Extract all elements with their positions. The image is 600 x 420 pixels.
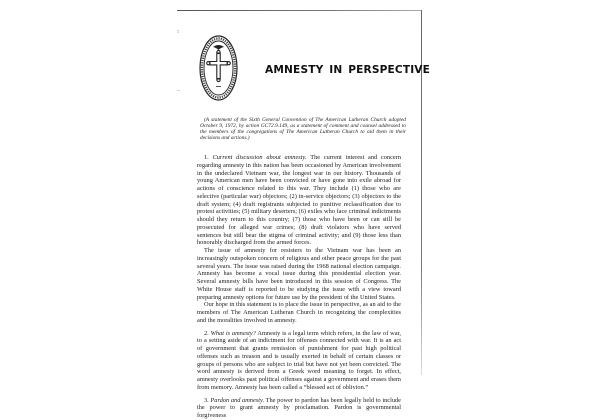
margin-mark: – bbox=[177, 88, 180, 94]
section-1-para-2: The issue of amnesty for resisters to the Vietnam war has been an increasingly outspoken concern of religious and other peace groups for the past several years. The issue was raised during the 1968 national election campaign. Amnesty has become a vocal issue during this presidential election year. Several amnesty bills have been introduced in this session of Congress. The White House staff is reported to be studying the issue with a view toward preparing amnesty options for future use by the president of the United States. bbox=[197, 247, 401, 301]
section-heading: Pardon and amnesty. bbox=[210, 396, 265, 404]
church-seal-icon bbox=[199, 35, 238, 101]
preface-note: (A statement of the Sixth General Convention of The American Lutheran Church adopted October 9, 1972, by action GC72.9.149, as a statement of comment and counsel addressed to the members of the congregations of The American Lutheran Church to aid them in their decisions and actions.) bbox=[200, 117, 406, 142]
body-text bbox=[197, 154, 401, 420]
page-title: AMNESTY IN PERSPECTIVE bbox=[265, 64, 431, 76]
section-heading: What is amnesty? bbox=[210, 329, 256, 337]
section-1-para-3: Our hope in this statement is to place the issue in perspective, as an aid to the members of The American Lutheran Church in recognizing the complexities and the moralities involved in amnesty. bbox=[197, 301, 401, 324]
section-2-para-1: 2. What is amnesty? Amnesty is a legal term which refers, in the law of war, to a setting aside of an indictment for offenses connected with war. It is an act of government that grants remission of punishment for past high political offenses such as treason and is usually exerted in behalf of certain classes or groups of persons who are subject to trial but have not yet been convicted. The word amnesty is derived from a Greek word meaning to forget. In effect, amnesty overlooks past political offenses against a government and erases them from memory. Amnesty has been called a “blessed act of oblivion.” bbox=[197, 329, 401, 391]
page-border-top bbox=[177, 10, 422, 11]
margin-mark: ² bbox=[177, 30, 179, 36]
section-heading: Current discussion about amnesty. bbox=[212, 154, 307, 161]
section-3-para-1: 3. Pardon and amnesty. The power to pardon has been legally held to include the power to grant amnesty by proclamation. Pardon is governmental forgiveness bbox=[197, 396, 401, 419]
section-1-para-1: 1. Current discussion about amnesty. The current interest and concern regarding amnesty in this nation has been occasioned by American involvement in the undeclared Vietnam war, the longest war in our history. Thousands of young American men have been convicted or have gone into exile abroad for actions of conscience related to this war. They include (1) those who are selective (particular war) objectors; (2) in-service objectors; (3) objectors to the draft system; (4) draft registrants subjected to punitive reclassification due to protest activities; (5) military deserters; (6) exiles who face criminal indictments should they return to this country; (7) those who have been or can still be prosecuted for alleged war crimes; (8) draft violators who have served sentences but still bear the stigma of criminal activity; and (9) those less than honorably discharged from the armed forces. bbox=[197, 154, 401, 247]
